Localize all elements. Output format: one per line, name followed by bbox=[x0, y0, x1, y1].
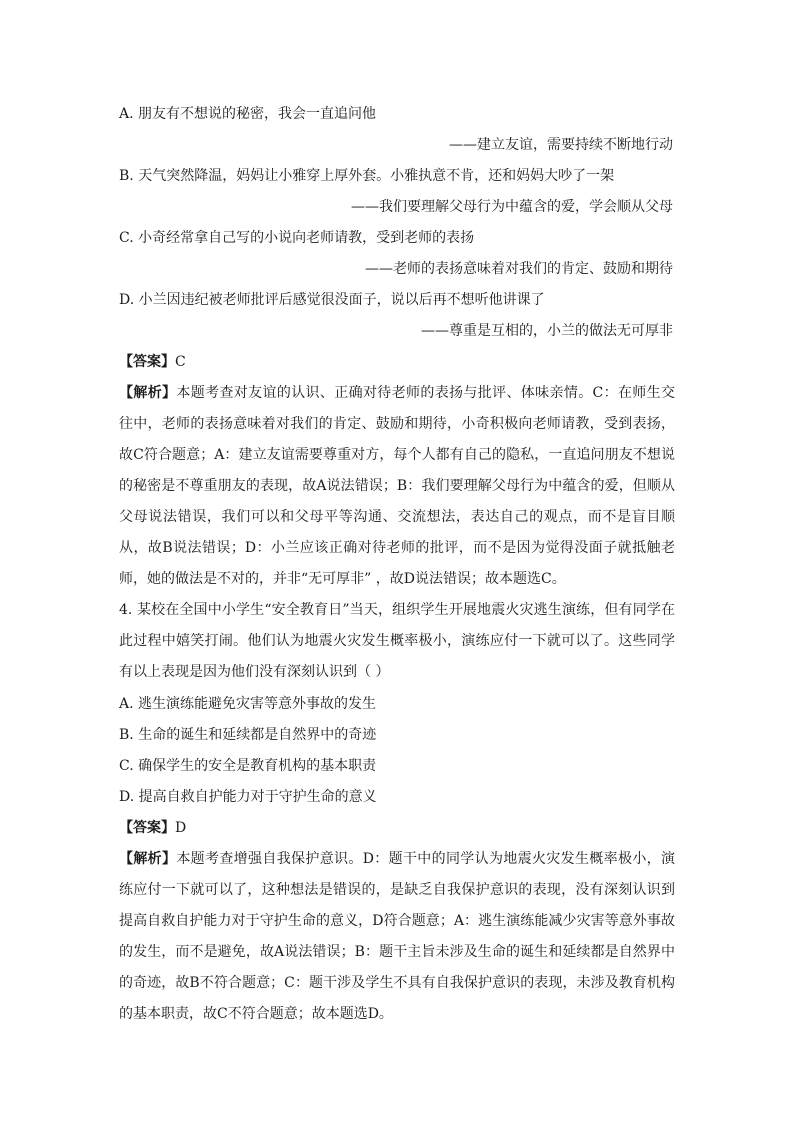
q4-analysis-text: 本题考查增强自我保护意识。D：题干中的同学认为地震火灾发生概率极小，演练应付一下就可以了，这种想法是错误的，是缺乏自我保护意识的表现，没有深刻认识到提高自救自护能力对于守护生命的意义，D符合题意；A：逃生演练能减少灾害等意外事故的发生，而不是避免，故A说法错误；B：题干主旨未涉及生命的诞生和延续都是自然界中的奇迹，故B不符合题意；C：题干涉及学生不具有自我保护意识的表现，未涉及教育机构的基本职责，故C不符合题意；故本题选D。 bbox=[119, 851, 675, 1022]
q3-answer-tag: 【答案】 bbox=[119, 354, 175, 370]
q3-option-b-note: ——我们要理解父母行为中蕴含的爱，学会顺从父母 bbox=[351, 199, 673, 215]
q3-option-a-note: ——建立友谊，需要持续不断地行动 bbox=[449, 137, 673, 153]
q3-option-c-note: ——老师的表扬意味着对我们的肯定、鼓励和期待 bbox=[365, 261, 673, 277]
q4-option-d: D. 提高自救自护能力对于守护生命的意义 bbox=[119, 789, 377, 805]
q3-analysis-text: 本题考查对友谊的认识、正确对待老师的表扬与批评、体味亲情。C：在师生交往中，老师的表扬意味着对我们的肯定、鼓励和期待，小奇积极向老师请教，受到表扬，故C符合题意；A：建立友谊需要尊重对方，每个人都有自己的隐私，一直追问朋友不想说的秘密是不尊重朋友的表现，故A说法错误；B：我们要理解父母行为中蕴含的爱，但顺从父母说法错误，我们可以和父母平等沟通、交流想法，表达自己的观点，而不是盲目顺从，故B说法错误；D：小兰应该正确对待老师的批评，而不是因为觉得没面子就抵触老师，她的做法是不对的，并非“无可厚非” ，故D说法错误；故本题选C。 bbox=[119, 385, 675, 587]
q3-analysis-tag: 【解析】 bbox=[119, 385, 177, 401]
q3-option-b: B. 天气突然降温，妈妈让小雅穿上厚外套。小雅执意不肯，还和妈妈大吵了一架 bbox=[119, 168, 615, 184]
q3-option-d-note: ——尊重是互相的，小兰的做法无可厚非 bbox=[421, 323, 673, 339]
q4-analysis bbox=[119, 844, 675, 1030]
q3-option-d: D. 小兰因违纪被老师批评后感觉很没面子，说以后再不想听他讲课了 bbox=[119, 292, 545, 308]
q4-answer-value: D bbox=[175, 820, 187, 836]
q4-option-a: A. 逃生演练能避免灾害等意外事故的发生 bbox=[119, 696, 377, 712]
q3-option-a: A. 朋友有不想说的秘密，我会一直追问他 bbox=[119, 106, 377, 122]
q4-answer bbox=[119, 818, 673, 838]
q3-answer bbox=[119, 352, 673, 372]
q4-option-c: C. 确保学生的安全是教育机构的基本职责 bbox=[119, 758, 377, 774]
q4-analysis-tag: 【解析】 bbox=[119, 851, 177, 867]
q3-option-c: C. 小奇经常拿自己写的小说向老师请教，受到老师的表扬 bbox=[119, 230, 475, 246]
q3-analysis bbox=[119, 378, 675, 595]
q3-answer-value: C bbox=[175, 354, 186, 370]
q4-option-b: B. 生命的诞生和延续都是自然界中的奇迹 bbox=[119, 727, 377, 743]
q4-stem: 4. 某校在全国中小学生“安全教育日”当天，组织学生开展地震火灾逃生演练，但有同学在此过程中嬉笑打闹。他们认为地震火灾发生概率极小，演练应付一下就可以了。这些同学有以上表现是因为他们没有深刻认识到（ ） bbox=[119, 602, 675, 680]
q4-answer-tag: 【答案】 bbox=[119, 820, 175, 836]
